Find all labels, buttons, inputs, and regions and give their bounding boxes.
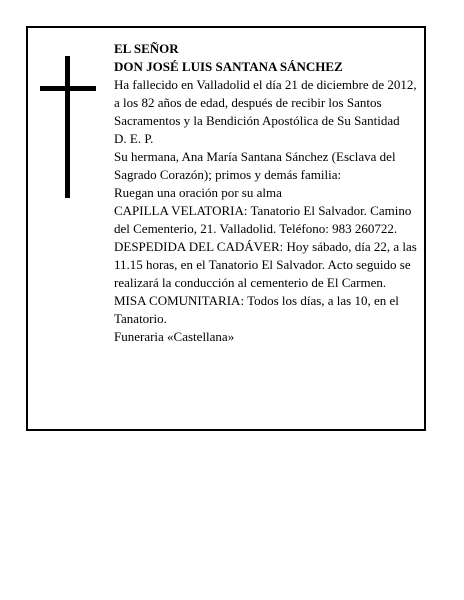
cross-vertical-bar [65,56,70,198]
notice-title: EL SEÑOR [114,41,179,56]
prayer-request: Ruegan una oración por su alma [114,185,282,200]
funeral-home: Funeraria «Castellana» [114,329,235,344]
deceased-name: DON JOSÉ LUIS SANTANA SÁNCHEZ [114,59,343,74]
chapel-info: CAPILLA VELATORIA: Tanatorio El Salvador. Camino del Cementerio, 21. Valladolid. Teléfono: 983 260722. [114,203,412,236]
passing-statement: Ha fallecido en Valladolid el día 21 de diciembre de 2012, a los 82 años de edad, después de recibir los Santos Sacramentos y la Bendición Apostólica de Su Santidad [114,77,417,128]
farewell-info: DESPEDIDA DEL CADÁVER: Hoy sábado, día 22, a las 11.15 horas, en el Tanatorio El Salvador. Acto seguido se realizará la conducción al cementerio de El Carmen. [114,239,417,290]
latin-cross-icon [40,56,96,198]
family-statement: Su hermana, Ana María Santana Sánchez (Esclava del Sagrado Corazón); primos y demás familia: [114,149,396,182]
mass-info: MISA COMUNITARIA: Todos los días, a las 10, en el Tanatorio. [114,293,399,326]
rest-in-peace: D. E. P. [114,131,154,146]
cross-horizontal-bar [40,86,96,91]
notice-text [114,40,420,346]
obituary-notice [26,26,426,431]
